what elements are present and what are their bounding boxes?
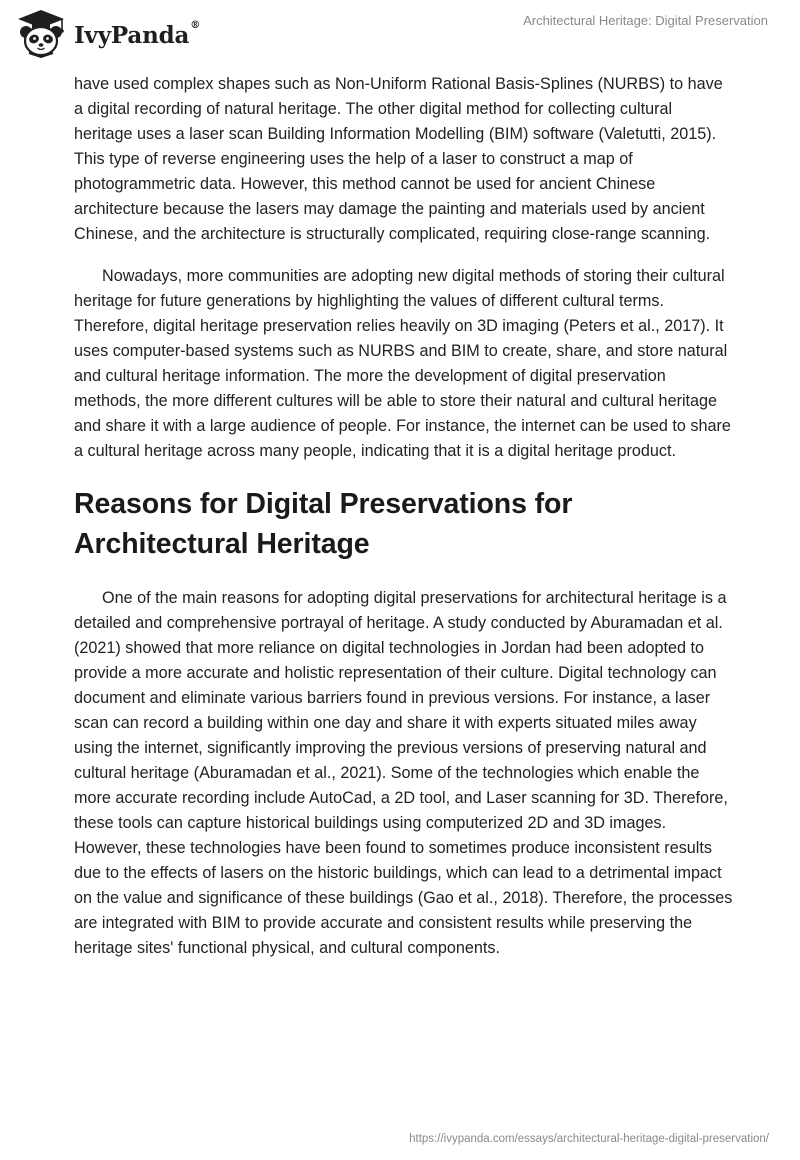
essay-body [74,72,734,961]
logo-wordmark [74,19,200,49]
logo-text: IvyPanda [74,21,190,49]
paragraph-1: have used complex shapes such as Non-Uniform Rational Basis-Splines (NURBS) to have a digital recording of natural heritage. The other digital method for collecting cultural heritage uses a laser scan Building Information Modelling (BIM) software (Valetutti, 2015). This type of reverse engineering uses the help of a laser to construct a map of photogrammetric data. However, this method cannot be used for ancient Chinese architecture because the lasers may damage the painting and materials used by ancient Chinese, and the architecture is structurally complicated, requiring close-range scanning. [74,75,723,243]
source-url-link[interactable]: https://ivypanda.com/essays/architectural-heritage-digital-preservation/ [409,1133,769,1145]
registered-mark: ® [190,19,200,31]
section-heading: Reasons for Digital Preservations for Architectural Heritage [74,488,573,560]
paragraph-3: One of the main reasons for adopting digital preservations for architectural heritage is a detailed and comprehensive portrayal of heritage. A study conducted by Aburamadan et al. (2021) showed that more reliance on digital technologies in Jordan had been adopted to provide a more accurate and holistic representation of their culture. Digital technology can document and eliminate various barriers found in previous versions. For instance, a laser scan can record a building within one day and share it with experts situated miles away using the internet, significantly improving the previous versions of preserving natural and cultural heritage (Aburamadan et al., 2021). Some of the technologies which enable the more accurate recording include AutoCad, a 2D tool, and Laser scanning for 3D. Therefore, these tools can capture historical buildings using computerized 2D and 3D images. However, these technologies have been found to sometimes produce inconsistent results due to the effects of lasers on the historic buildings, which can lead to a detrimental impact on the value and significance of these buildings (Gao et al., 2018). Therefore, the processes are integrated with BIM to provide accurate and consistent results while preserving the heritage sites' functional physical, and cultural components. [74,589,733,957]
document-title: Architectural Heritage: Digital Preservation [523,13,768,28]
panda-graduate-logo-icon [14,8,68,58]
paragraph-2: Nowadays, more communities are adopting new digital methods of storing their cultural heritage for future generations by highlighting the values of different cultural terms. Therefore, digital heritage preservation relies heavily on 3D imaging (Peters et al., 2017). It uses computer-based systems such as NURBS and BIM to create, share, and store natural and cultural heritage information. The more the development of digital preservation methods, the more different cultures will be able to store their natural and cultural heritage and share it with a large audience of people. For instance, the internet can be used to share a cultural heritage across many people, indicating that it is a digital heritage product. [74,267,731,460]
ivypanda-logo[interactable] [14,8,200,58]
page-header [0,0,800,70]
